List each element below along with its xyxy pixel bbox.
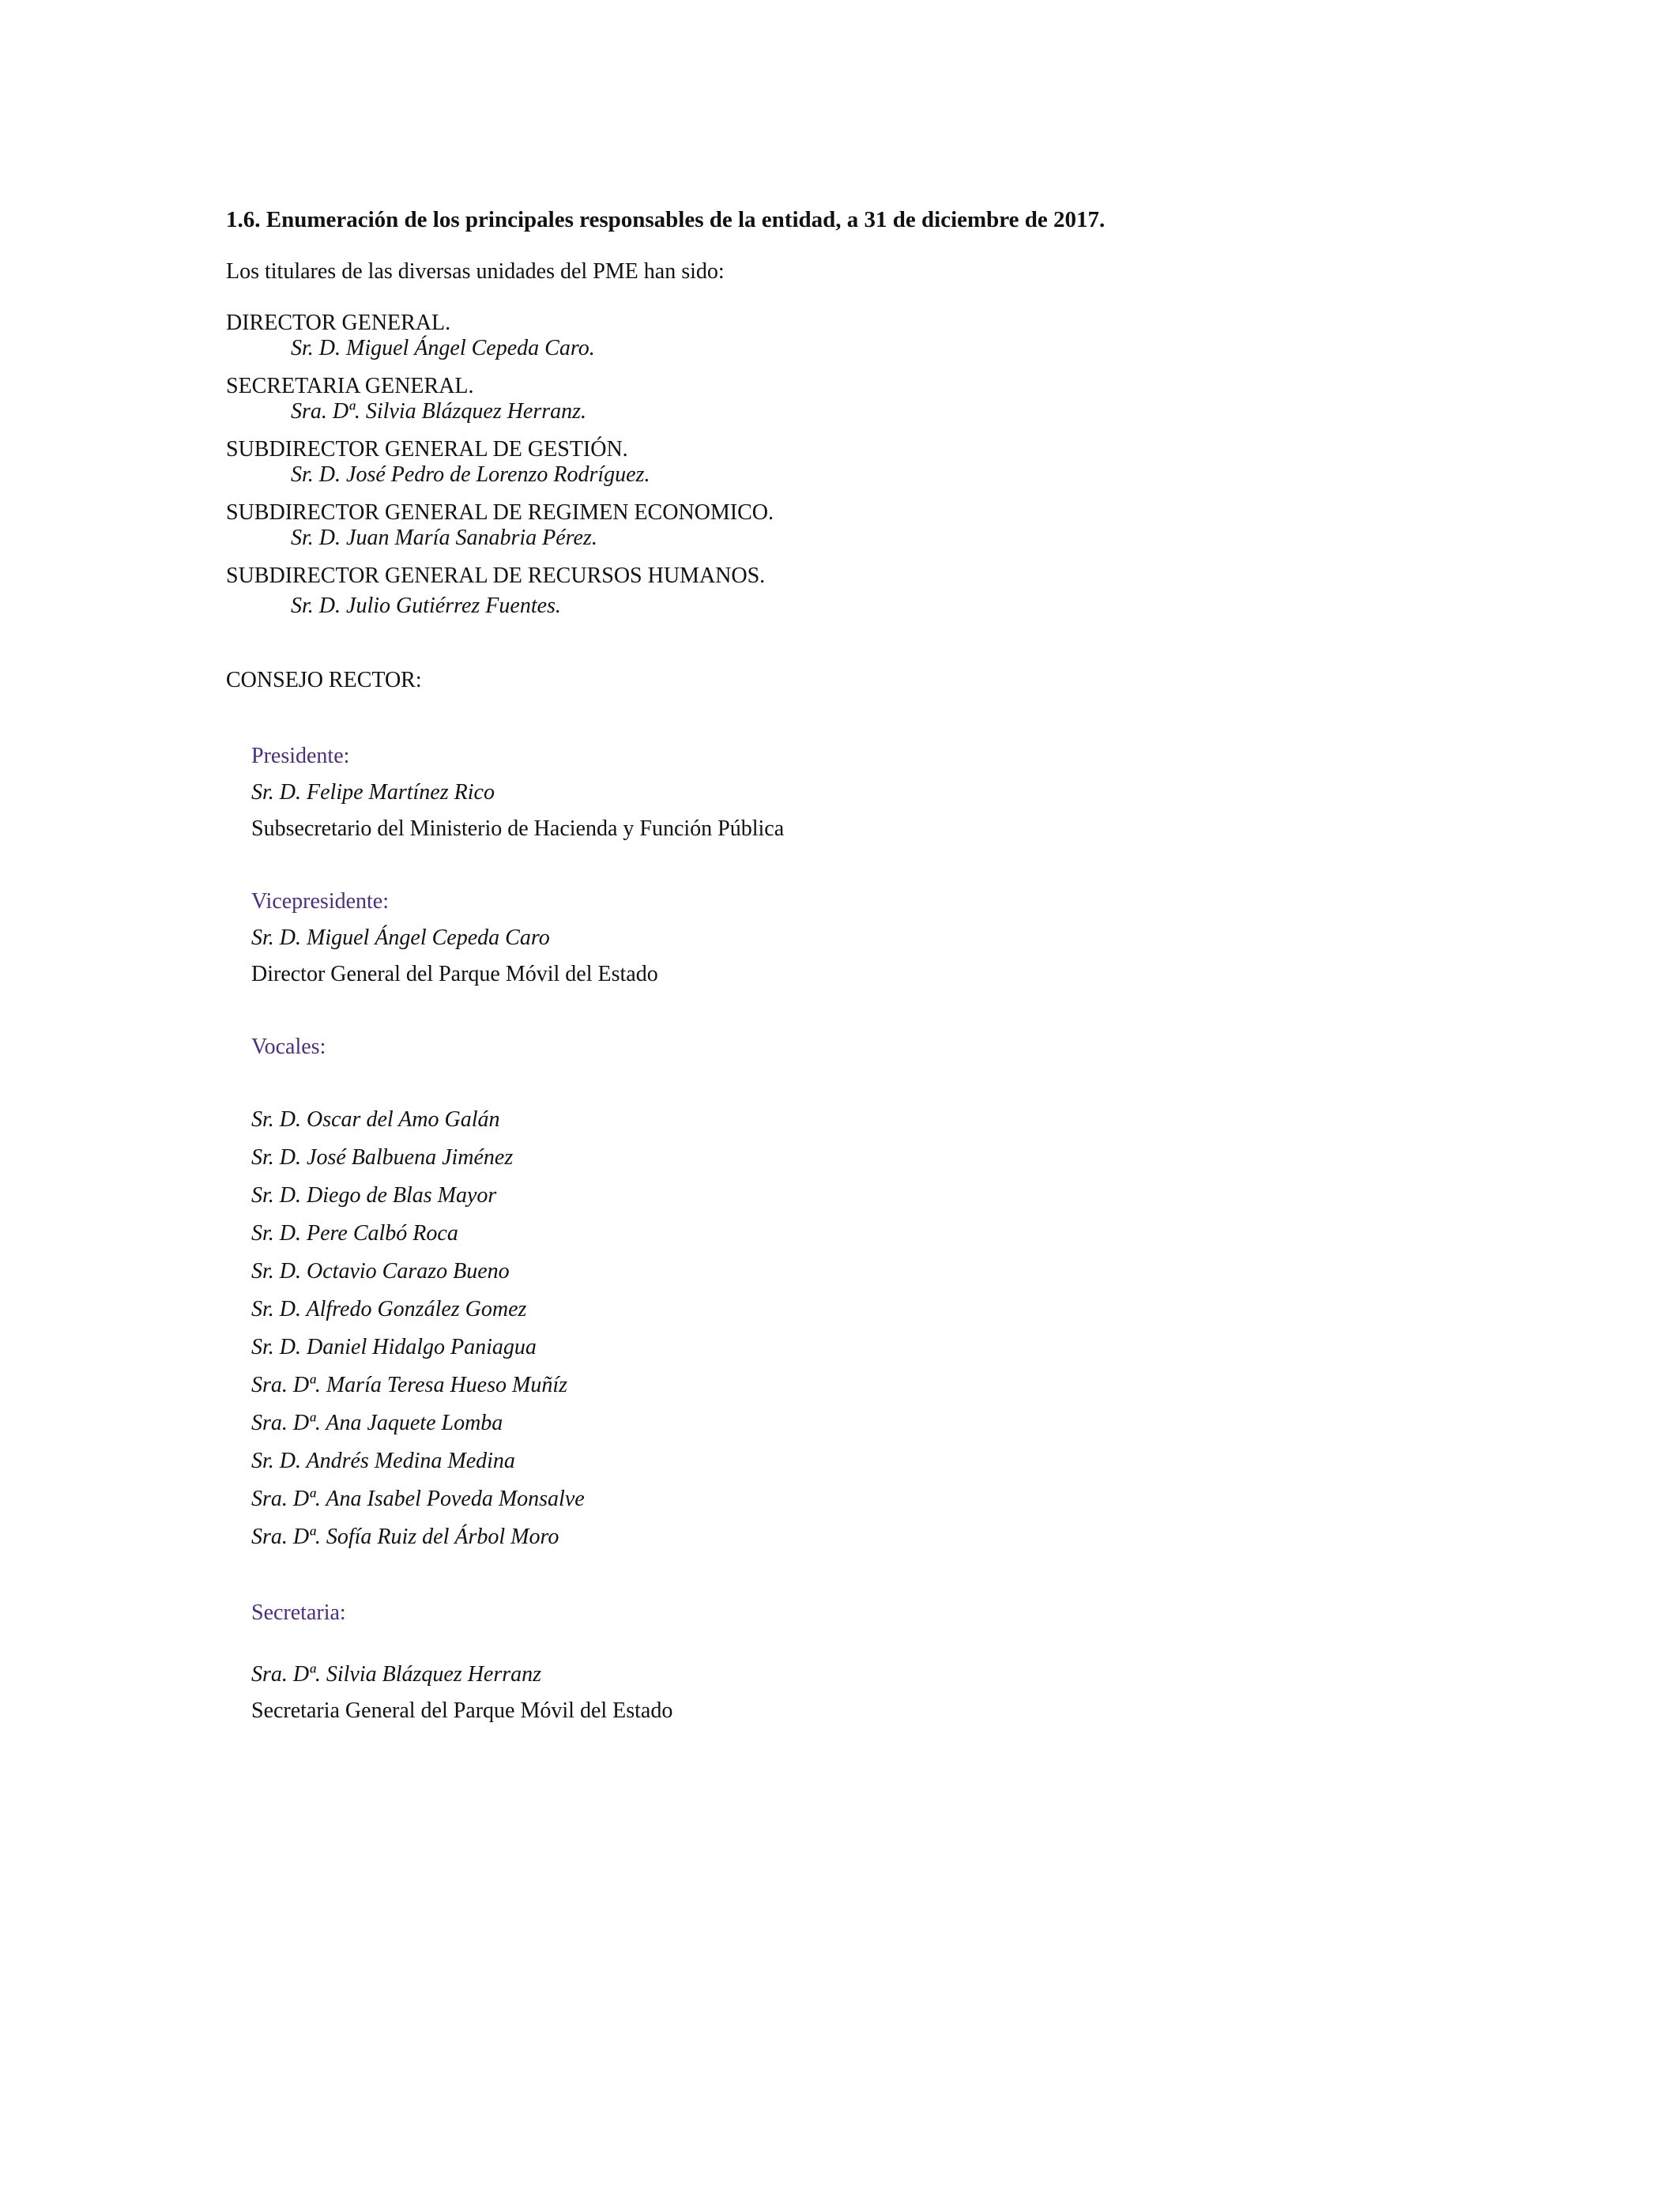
unit-name-gestion: Sr. D. José Pedro de Lorenzo Rodríguez.	[291, 462, 650, 487]
vocal-member: Sr. D. Alfredo González Gomez	[251, 1297, 527, 1321]
vocal-member: Sra. Dª. Sofía Ruiz del Árbol Moro	[251, 1525, 559, 1549]
vocal-member: Sr. D. José Balbuena Jiménez	[251, 1145, 514, 1170]
secretary-name: Sra. Dª. Silvia Blázquez Herranz	[251, 1662, 542, 1687]
unit-name-secretaria: Sra. Dª. Silvia Blázquez Herranz.	[291, 399, 587, 424]
president-name: Sr. D. Felipe Martínez Rico	[251, 780, 495, 805]
vocal-member: Sr. D. Octavio Carazo Bueno	[251, 1259, 510, 1284]
unit-title-rrhh: SUBDIRECTOR GENERAL DE RECURSOS HUMANOS.	[226, 564, 766, 588]
vocal-member: Sra. Dª. Ana Isabel Poveda Monsalve	[251, 1487, 585, 1511]
president-position: Subsecretario del Ministerio de Hacienda y Función Pública	[251, 816, 785, 841]
unit-title-secretaria: SECRETARIA GENERAL.	[226, 374, 474, 398]
vocal-member: Sra. Dª. María Teresa Hueso Muñíz	[251, 1373, 567, 1397]
unit-name-rrhh: Sr. D. Julio Gutiérrez Fuentes.	[291, 594, 561, 618]
unit-title-regimen: SUBDIRECTOR GENERAL DE REGIMEN ECONOMICO.	[226, 500, 774, 525]
vicepresident-position: Director General del Parque Móvil del Estado	[251, 962, 658, 986]
vocal-member: Sr. D. Diego de Blas Mayor	[251, 1183, 497, 1208]
vocal-member: Sr. D. Pere Calbó Roca	[251, 1221, 458, 1246]
vicepresident-role: Vicepresidente:	[251, 889, 390, 914]
vocal-member: Sr. D. Andrés Medina Medina	[251, 1449, 515, 1473]
intro-text: Los titulares de las diversas unidades del PME han sido:	[226, 259, 725, 284]
vicepresident-name: Sr. D. Miguel Ángel Cepeda Caro	[251, 925, 550, 950]
council-title: CONSEJO RECTOR:	[226, 668, 422, 692]
vocal-member: Sra. Dª. Ana Jaquete Lomba	[251, 1411, 503, 1435]
vocal-member: Sr. D. Daniel Hidalgo Paniagua	[251, 1335, 537, 1359]
unit-name-director: Sr. D. Miguel Ángel Cepeda Caro.	[291, 336, 595, 360]
secretary-position: Secretaria General del Parque Móvil del Estado	[251, 1698, 673, 1723]
unit-name-regimen: Sr. D. Juan María Sanabria Pérez.	[291, 526, 597, 550]
section-heading: 1.6. Enumeración de los principales responsables de la entidad, a 31 de diciembre de 2017.	[226, 207, 1106, 232]
secretary-role: Secretaria:	[251, 1600, 346, 1625]
vocal-member: Sr. D. Oscar del Amo Galán	[251, 1107, 500, 1132]
president-role: Presidente:	[251, 744, 350, 768]
vocales-role: Vocales:	[251, 1035, 326, 1059]
unit-title-gestion: SUBDIRECTOR GENERAL DE GESTIÓN.	[226, 437, 628, 462]
unit-title-director: DIRECTOR GENERAL.	[226, 311, 451, 335]
